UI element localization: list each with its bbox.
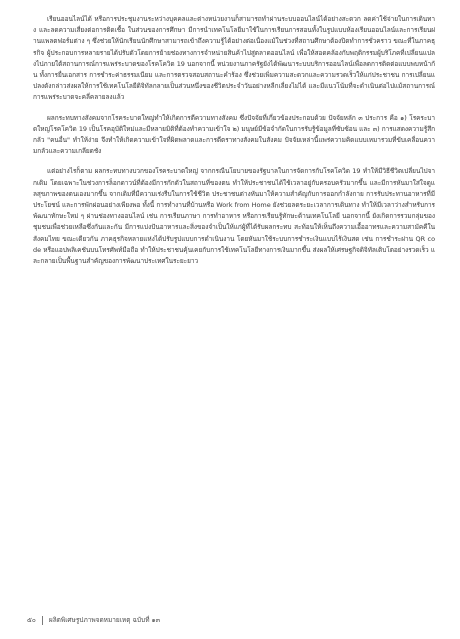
document-body xyxy=(33,14,435,276)
paragraph-3: แต่อย่างไรก็ตาม ผลกระทบทางบวกของโรคระบาดใหญ่ จากกรณีนโยบายของรัฐบาลในการจัดการกับโรคโควิด 19 ทำให้มีวิธีชีวิตเปลี่ยนไปจากเดิม โดยเฉพาะในช่วงการล็อกดาวน์ที่ต้องมีการกักตัวในสถานที่ของตน ทำให้ประชาชนได้ใช้เวลาอยู่กับครอบครัวมากขึ้น และมีการหันมาใส่ใจดูแลสุขภาพของตนเองมากขึ้น จากเดิมที่มีความเร่งรีบในการใช้ชีวิต ประชาชนต่างหันมาให้ความสำคัญกับการออกกำลังกาย การรับประทานอาหารที่มีประโยชน์ และการพักผ่อนอย่างเพียงพอ ทั้งนี้ การทำงานที่บ้านหรือ Work from Home ยังช่วยลดระยะเวลาการเดินทาง ทำให้มีเวลาว่างสำหรับการพัฒนาทักษะใหม่ ๆ ผ่านช่องทางออนไลน์ เช่น การเรียนภาษา การทำอาหาร หรือการเรียนรู้ทักษะด้านเทคโนโลยี นอกจากนี้ ยังเกิดการรวมกลุ่มของชุมชนเพื่อช่วยเหลือซึ่งกันและกัน มีการแบ่งปันอาหารและสิ่งของจำเป็นให้แก่ผู้ที่ได้รับผลกระทบ สะท้อนให้เห็นถึงความเอื้ออาทรและความสามัคคีในสังคมไทย ขณะเดียวกัน ภาคธุรกิจหลายแห่งได้ปรับรูปแบบการดำเนินงาน โดยหันมาใช้ระบบการชำระเงินแบบไร้เงินสด เช่น การชำระผ่าน QR code หรือแอปพลิเคชันบนโทรศัพท์มือถือ ทำให้ประชาชนคุ้นเคยกับการใช้เทคโนโลยีทางการเงินมากขึ้น ส่งผลให้เศรษฐกิจดิจิทัลเติบโตอย่างรวดเร็ว และกลายเป็นพื้นฐานสำคัญของการพัฒนาประเทศในระยะยาว xyxy=(33,167,435,266)
page-number: ๕๐ xyxy=(27,616,36,624)
paragraph-2: ผลกระทบทางสังคมจากโรคระบาดใหญ่ทำให้เกิดการตีความทางสังคม ซึ่งปัจจัยที่เกี่ยวข้องประกอบด้วย ปัจจัยหลัก ๓ ประการ คือ ๑) โรคระบาดใหญ่โรคโควิด 19 เป็นโรคอุบัติใหม่และมีหลายมิติที่ต้องทำความเข้าใจ ๒) มนุษย์มีข้อจำกัดในการรับรู้ข้อมูลที่ซับซ้อน และ ๓) การแสดงความรู้สึกกลัว "คนอื่น" ทำให้ง่าย จึงทำให้เกิดความเข้าใจที่ผิดพลาดและการตีตราทางสังคมในสังคม ปัจจัยเหล่านี้แพร่ความคิดแบบเหมารวมที่ขับเคลื่อนความกลัวและความเกลียดชัง xyxy=(33,113,435,156)
paragraph-1: เรียนออนไลน์ได้ หรือการประชุมงานระหว่างบุคคลและต่างหน่วยงานก็สามารถทำผ่านระบบออนไลน์ได้อย่างสะดวก ลดค่าใช้จ่ายในการเดินทาง และลดความเสี่ยงต่อการติดเชื้อ ในส่วนของการศึกษา มีการนำเทคโนโลยีมาใช้ในการเรียนการสอนทั้งในรูปแบบห้องเรียนออนไลน์และการเรียนผ่านแพลตฟอร์มต่าง ๆ ซึ่งช่วยให้นักเรียนนักศึกษาสามารถเข้าถึงความรู้ได้อย่างต่อเนื่องแม้ในช่วงที่สถานศึกษาต้องปิดทำการชั่วคราว ขณะที่ในภาคธุรกิจ ผู้ประกอบการหลายรายได้ปรับตัวโดยการย้ายช่องทางการจำหน่ายสินค้าไปสู่ตลาดออนไลน์ เพื่อให้สอดคล้องกับพฤติกรรมผู้บริโภคที่เปลี่ยนแปลงไปภายใต้สถานการณ์การแพร่ระบาดของโรคโควิด 19 นอกจากนี้ หน่วยงานภาครัฐยังได้พัฒนาระบบบริการออนไลน์เพื่อลดการติดต่อแบบพบหน้ากัน ทั้งการยื่นเอกสาร การชำระค่าธรรมเนียม และการตรวจสอบสถานะคำร้อง ซึ่งช่วยเพิ่มความสะดวกและความรวดเร็วให้แก่ประชาชน การเปลี่ยนแปลงดังกล่าวส่งผลให้การใช้เทคโนโลยีดิจิทัลกลายเป็นส่วนหนึ่งของชีวิตประจำวันอย่างหลีกเลี่ยงไม่ได้ และมีแนวโน้มที่จะดำเนินต่อไปแม้สถานการณ์การแพร่ระบาดจะคลี่คลายลงแล้ว xyxy=(33,15,435,102)
footer-divider xyxy=(42,616,43,625)
running-title: ผลิตพิเศษรูปภาพจดหมายเหตุ ฉบับที่ ๑๓ xyxy=(48,616,161,624)
page-footer xyxy=(27,615,160,625)
